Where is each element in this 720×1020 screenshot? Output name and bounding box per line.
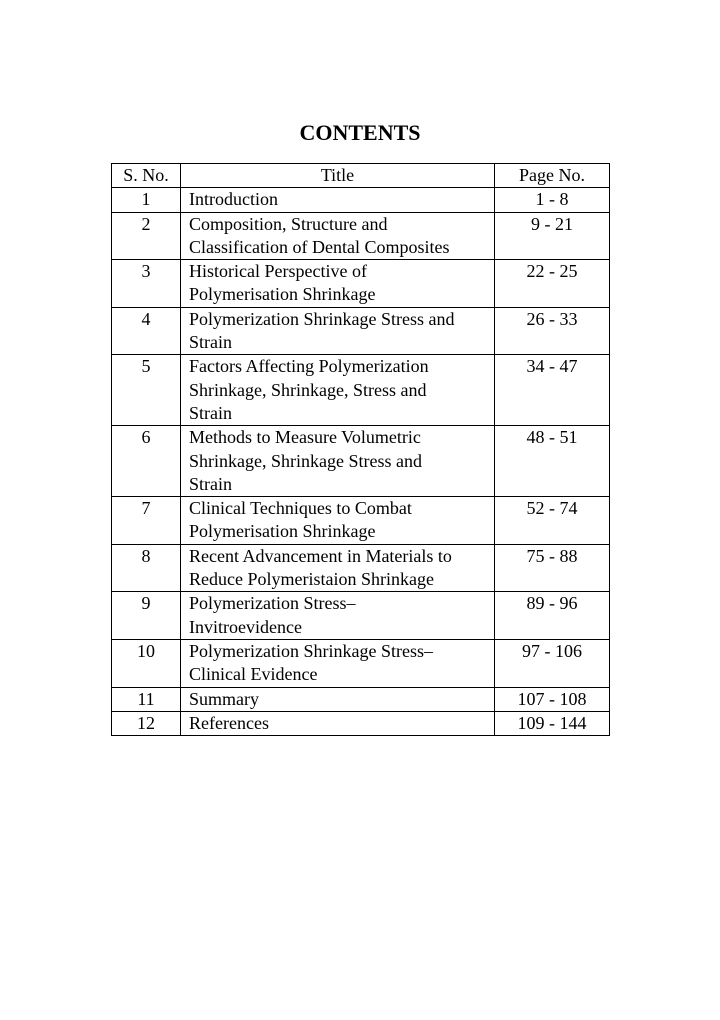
row-title: [181, 497, 495, 545]
row-title: [181, 260, 495, 308]
row-number: 10: [112, 639, 181, 687]
table-row: [112, 687, 610, 711]
row-title: [181, 426, 495, 497]
row-pages: 1 - 8: [495, 188, 610, 212]
table-row: [112, 212, 610, 260]
row-title: [181, 639, 495, 687]
row-number: 2: [112, 212, 181, 260]
title-line: Methods to Measure Volumetric: [189, 427, 421, 448]
title-line: Classification of Dental Composites: [189, 236, 450, 257]
row-title: [181, 188, 495, 212]
title-line: Introduction: [189, 189, 278, 210]
table-row: [112, 592, 610, 640]
row-number: 11: [112, 687, 181, 711]
row-pages: 89 - 96: [495, 592, 610, 640]
row-pages: 75 - 88: [495, 544, 610, 592]
table-row: [112, 639, 610, 687]
title-line: Reduce Polymeristaion Shrinkage: [189, 569, 434, 590]
row-number: 4: [112, 307, 181, 355]
row-number: 6: [112, 426, 181, 497]
row-number: 1: [112, 188, 181, 212]
title-line: Polymerization Shrinkage Stress and: [189, 308, 455, 329]
table-row: [112, 497, 610, 545]
title-line: Recent Advancement in Materials to: [189, 545, 452, 566]
row-pages: 107 - 108: [495, 687, 610, 711]
table-row: [112, 544, 610, 592]
row-title: [181, 687, 495, 711]
row-title: [181, 355, 495, 426]
row-number: 8: [112, 544, 181, 592]
title-line: Shrinkage, Shrinkage, Stress and: [189, 379, 427, 400]
row-number: 9: [112, 592, 181, 640]
row-pages: 34 - 47: [495, 355, 610, 426]
header-sno: S. No.: [112, 164, 181, 188]
table-row: [112, 355, 610, 426]
title-line: Strain: [189, 473, 232, 494]
title-line: Polymerisation Shrinkage: [189, 284, 376, 305]
row-title: [181, 307, 495, 355]
title-line: Composition, Structure and: [189, 213, 388, 234]
table-row: [112, 711, 610, 735]
header-title: Title: [181, 164, 495, 188]
row-pages: 97 - 106: [495, 639, 610, 687]
table-row: [112, 426, 610, 497]
row-title: [181, 711, 495, 735]
title-line: Strain: [189, 332, 232, 353]
title-line: Historical Perspective of: [189, 261, 367, 282]
table-row: [112, 188, 610, 212]
title-line: Polymerization Shrinkage Stress–: [189, 640, 433, 661]
title-line: Shrinkage, Shrinkage Stress and: [189, 450, 422, 471]
row-title: [181, 592, 495, 640]
row-number: 12: [112, 711, 181, 735]
title-line: References: [189, 712, 269, 733]
title-line: Invitroevidence: [189, 616, 302, 637]
row-pages: 48 - 51: [495, 426, 610, 497]
table-row: [112, 307, 610, 355]
row-pages: 9 - 21: [495, 212, 610, 260]
title-line: Strain: [189, 402, 232, 423]
title-line: Summary: [189, 688, 259, 709]
title-line: Factors Affecting Polymerization: [189, 356, 429, 377]
page-title: CONTENTS: [299, 120, 421, 145]
row-pages: 52 - 74: [495, 497, 610, 545]
row-pages: 22 - 25: [495, 260, 610, 308]
table-header-row: [112, 164, 610, 188]
row-number: 7: [112, 497, 181, 545]
row-number: 5: [112, 355, 181, 426]
header-page: Page No.: [495, 164, 610, 188]
title-line: Polymerisation Shrinkage: [189, 521, 376, 542]
row-title: [181, 212, 495, 260]
row-number: 3: [112, 260, 181, 308]
title-line: Clinical Techniques to Combat: [189, 498, 412, 519]
row-title: [181, 544, 495, 592]
contents-table: [111, 163, 610, 736]
row-pages: 26 - 33: [495, 307, 610, 355]
row-pages: 109 - 144: [495, 711, 610, 735]
table-row: [112, 260, 610, 308]
title-line: Clinical Evidence: [189, 664, 318, 685]
title-line: Polymerization Stress–: [189, 593, 356, 614]
